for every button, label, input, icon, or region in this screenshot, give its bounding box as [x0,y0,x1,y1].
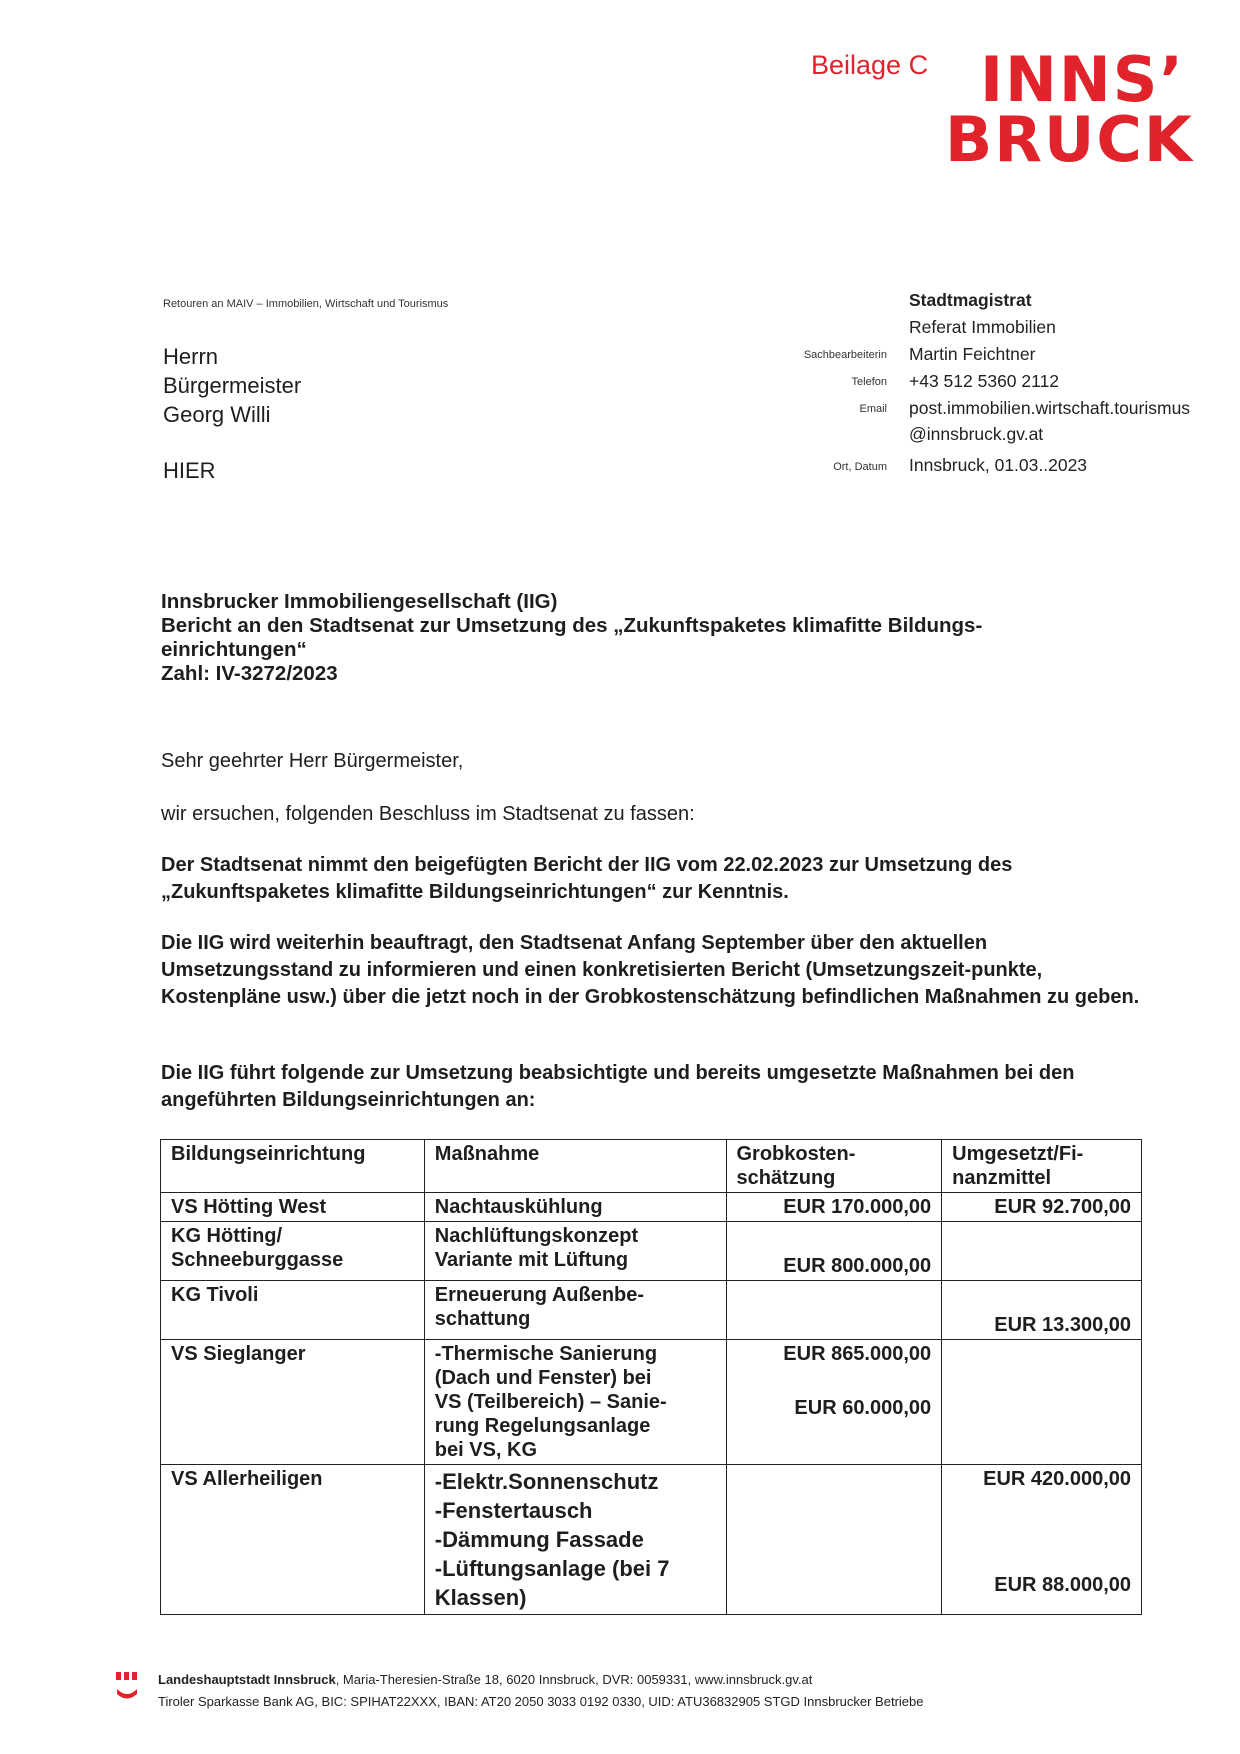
resolution-paragraph-2: Die IIG wird weiterhin beauftragt, den Stadtsenat Anfang September über den aktuellen Umsetzungsstand zu informieren und einen konkretisierten Bericht (Umsetzungszeit-punkte, Kostenpläne usw.) über die jetzt noch in der Grobkostenschätzung befindlichen Maßnahmen zu geben. [161,932,1140,1008]
table-row [161,1193,1142,1222]
cell-institution: VS Allerheiligen [161,1465,425,1615]
cell-measure [424,1340,726,1465]
cell-line: Erneuerung Außenbe- [434,1284,645,1306]
cell-line: KG Hötting/ [171,1225,283,1247]
col-header-institution: Bildungseinrichtung [161,1140,425,1193]
table-row [161,1281,1142,1340]
email-line-2[interactable]: @innsbruck.gv.at [909,424,1044,444]
subject-line-1: Innsbrucker Immobiliengesellschaft (IIG) [161,590,558,613]
sender-department: Referat Immobilien [909,317,1056,337]
cell-line: Klassen) [434,1585,527,1610]
date-label: Ort, Datum [833,461,887,473]
table-intro: Die IIG führt folgende zur Umsetzung beabsichtigte und bereits umgesetzte Maßnahmen bei den angeführten Bildungseinrichtungen an: [161,1062,1075,1111]
annex-label: Beilage C [811,50,929,80]
logo-line-1: INNS’ [979,43,1185,116]
table-row [161,1465,1142,1615]
cell-line: -Dämmung Fassade [434,1527,644,1552]
cell-implemented [942,1340,1142,1465]
footer-city-name: Landeshauptstadt Innsbruck [158,1672,336,1687]
col-header-estimate: Grobkosten-schätzung [726,1140,942,1193]
cell-institution: KG Tivoli [161,1281,425,1340]
cell-line: EUR 800.000,00 [783,1255,932,1277]
city-emblem-icon [113,1669,143,1708]
cell-estimate: EUR 170.000,00 [726,1193,942,1222]
cell-line: -Elektr.Sonnenschutz [434,1469,659,1494]
cell-measure [424,1222,726,1281]
clerk-name: Martin Feichtner [909,344,1036,364]
recipient-location: HIER [163,458,216,483]
cell-implemented [942,1465,1142,1615]
cell-estimate [726,1465,942,1615]
request-text: wir ersuchen, folgenden Beschluss im Stadtsenat zu fassen: [161,803,695,825]
col-header-measure: Maßnahme [424,1140,726,1193]
cell-line: EUR 420.000,00 [983,1468,1131,1490]
innsbruck-logo [945,43,1194,176]
cell-estimate [726,1281,942,1340]
footer [158,1669,923,1713]
return-address: Retouren an MAIV – Immobilien, Wirtschaft und Tourismus [163,298,449,310]
cell-line: bei VS, KG [434,1439,538,1461]
cell-implemented [942,1281,1142,1340]
cell-line: Schneeburggasse [171,1249,344,1271]
email-line-1[interactable]: post.immobilien.wirtschaft.tourismus [909,398,1191,418]
cell-line: EUR 60.000,00 [794,1397,932,1419]
resolution-paragraph-1: Der Stadtsenat nimmt den beigefügten Bericht der IIG vom 22.02.2023 zur Umsetzung des „Zukunftspaketes klimafitte Bildungseinrichtungen“ zur Kenntnis. [161,854,1013,903]
cell-line: EUR 88.000,00 [994,1574,1131,1596]
table-row [161,1340,1142,1465]
col-header-implemented: Umgesetzt/Fi-nanzmittel [942,1140,1142,1193]
recipient-name: Georg Willi [163,402,271,427]
cell-implemented: EUR 92.700,00 [942,1193,1142,1222]
cell-line: EUR 865.000,00 [783,1343,932,1365]
subject-line-3: einrichtungen“ [161,638,307,661]
measures-table [160,1139,1142,1615]
recipient-title: Bürgermeister [163,373,302,398]
footer-line-1 [158,1669,923,1691]
cell-line: rung Regelungsanlage [434,1415,651,1437]
cell-institution: VS Sieglanger [161,1340,425,1465]
cell-estimate [726,1340,942,1465]
cell-line: -Lüftungsanlage (bei 7 [434,1556,670,1581]
recipient-address [163,342,301,429]
cell-line: -Thermische Sanierung [434,1343,658,1365]
cell-institution: VS Hötting West [161,1193,425,1222]
subject-reference: Zahl: IV-3272/2023 [161,662,338,685]
subject-line-2: Bericht an den Stadtsenat zur Umsetzung des „Zukunftspaketes klimafitte Bildungs- [161,614,983,637]
footer-address: , Maria-Theresien-Straße 18, 6020 Innsbruck, DVR: 0059331, www.innsbruck.gv.at [335,1672,813,1687]
subject-block [161,590,1121,686]
recipient-salutation: Herrn [163,344,219,369]
cell-line: EUR 13.300,00 [994,1314,1131,1336]
cell-estimate [726,1222,942,1281]
cell-measure [424,1465,726,1615]
table-row [161,1222,1142,1281]
cell-line: Variante mit Lüftung [434,1249,629,1271]
cell-line: schattung [434,1308,531,1330]
cell-line: Nachlüftungskonzept [434,1225,639,1247]
date-value: Innsbruck, 01.03..2023 [909,455,1088,475]
table-header-row [161,1140,1142,1193]
logo-line-2: BRUCK [945,103,1194,176]
sender-office: Stadtmagistrat [909,290,1032,310]
cell-measure: Nachtauskühlung [424,1193,726,1222]
cell-line: -Fenstertausch [434,1498,593,1523]
phone-number: +43 512 5360 2112 [909,371,1060,391]
footer-line-2: Tiroler Sparkasse Bank AG, BIC: SPIHAT22XXX, IBAN: AT20 2050 3033 0192 0330, UID: ATU36832905 STGD Innsbrucker Betriebe [158,1694,924,1709]
cell-implemented [942,1222,1142,1281]
phone-label: Telefon [851,376,887,388]
salutation: Sehr geehrter Herr Bürgermeister, [161,750,464,772]
cell-line: (Dach und Fenster) bei [434,1367,652,1389]
cell-measure [424,1281,726,1340]
clerk-label: Sachbearbeiterin [803,349,887,361]
email-label: Email [859,403,887,415]
cell-line: VS (Teilbereich) – Sanie- [434,1391,667,1413]
cell-institution [161,1222,425,1281]
